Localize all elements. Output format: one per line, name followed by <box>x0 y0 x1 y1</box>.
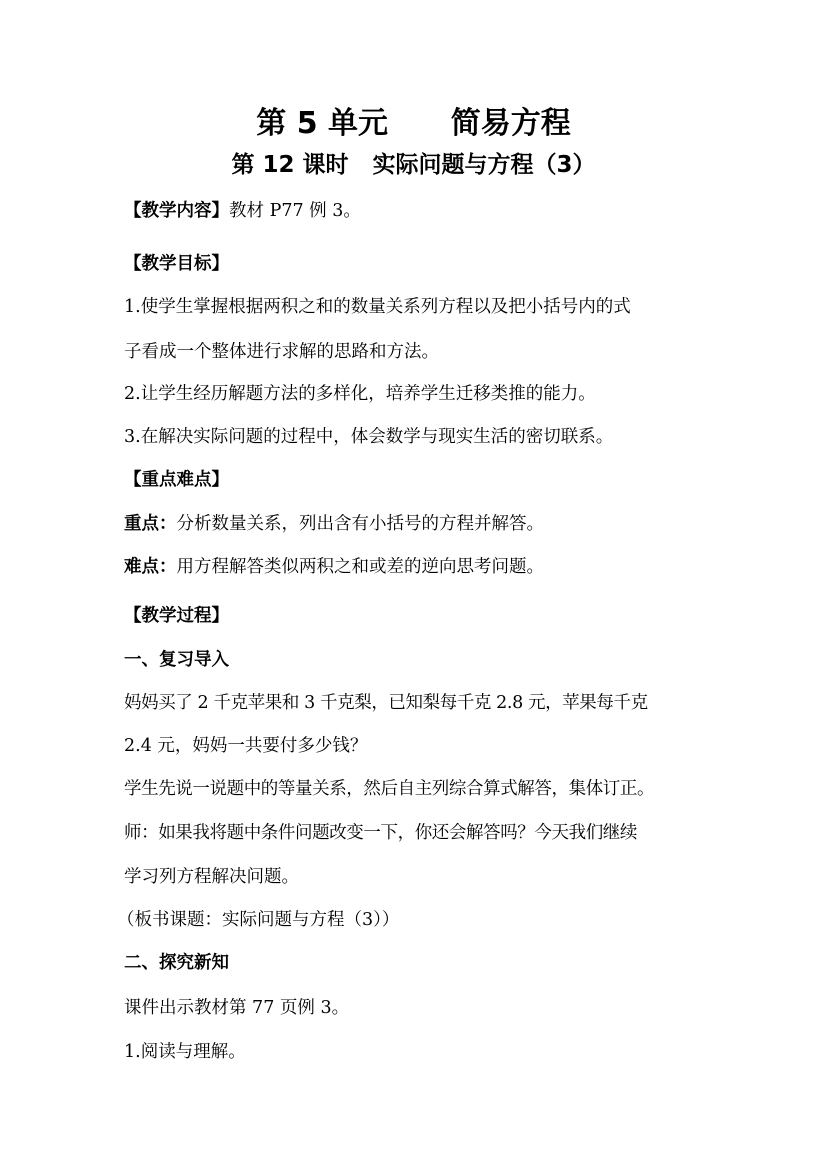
keypoints-heading: 【重点难点】 <box>124 470 229 490</box>
difficulty-line <box>124 554 714 580</box>
section-2-line-2: 1.阅读与理解。 <box>124 1042 246 1062</box>
goals-heading: 【教学目标】 <box>124 254 229 274</box>
difficulty-label: 难点： <box>124 557 177 577</box>
unit-title: 第 5 单元 简易方程 <box>256 106 571 141</box>
content-text: 教材 P77 例 3。 <box>229 201 361 221</box>
section-1-line-6: （板书课题：实际问题与方程（3）） <box>117 910 400 930</box>
section-1-line-1: 妈妈买了 2 千克苹果和 3 千克梨，已知梨每千克 2.8 元，苹果每千克 <box>124 693 648 713</box>
goal-line-2: 子看成一个整体进行求解的思路和方法。 <box>124 342 439 362</box>
content-line <box>124 198 714 224</box>
difficulty-text: 用方程解答类似两积之和或差的逆向思考问题。 <box>176 557 544 577</box>
key-point-text: 分析数量关系，列出含有小括号的方程并解答。 <box>176 514 544 534</box>
lesson-title: 第 12 课时 实际问题与方程（3） <box>231 152 596 178</box>
section-1-line-5: 学习列方程解决问题。 <box>124 867 299 887</box>
section-2-title: 二、探究新知 <box>124 953 229 973</box>
goal-line-1: 1.使学生掌握根据两积之和的数量关系列方程以及把小括号内的式 <box>124 297 631 317</box>
section-2-line-1: 课件出示教材第 77 页例 3。 <box>124 998 350 1018</box>
goal-line-4: 3.在解决实际问题的过程中，体会数学与现实生活的密切联系。 <box>124 427 614 447</box>
section-1-line-4: 师：如果我将题中条件问题改变一下，你还会解答吗？今天我们继续 <box>124 823 637 843</box>
section-1-title: 一、复习导入 <box>124 650 229 670</box>
key-point-line <box>124 511 714 537</box>
content-label: 【教学内容】 <box>124 201 229 221</box>
process-heading: 【教学过程】 <box>124 606 229 626</box>
section-1-line-3: 学生先说一说题中的等量关系，然后自主列综合算式解答，集体订正。 <box>124 779 655 799</box>
key-point-label: 重点： <box>124 514 177 534</box>
section-1-line-2: 2.4 元，妈妈一共要付多少钱？ <box>124 736 368 756</box>
goal-line-3: 2.让学生经历解题方法的多样化，培养学生迁移类推的能力。 <box>124 384 596 404</box>
